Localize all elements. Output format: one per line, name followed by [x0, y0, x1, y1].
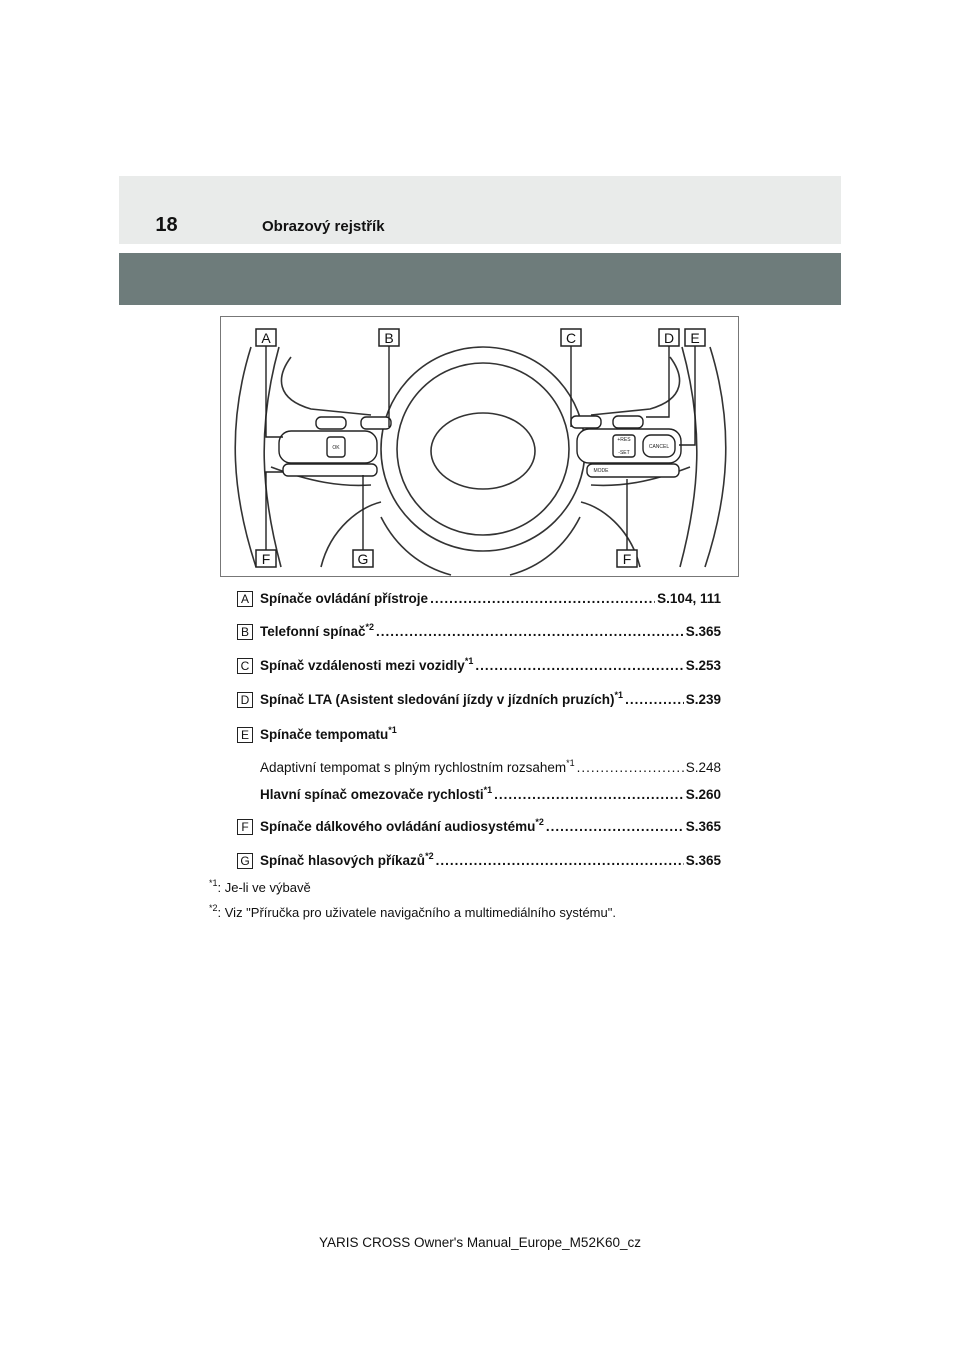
callout-d: D — [663, 330, 675, 346]
entry-label: Spínače dálkového ovládání audiosystému — [260, 819, 536, 834]
entry-label: Spínače tempomatu — [260, 727, 389, 742]
page-footer: YARIS CROSS Owner's Manual_Europe_M52K60_cz — [319, 1235, 641, 1250]
page-title: Obrazový rejstřík — [262, 218, 385, 235]
entry-letter: C — [237, 658, 253, 674]
entry-page-link[interactable]: S.104, 111 — [657, 591, 721, 606]
sub-entry-acc — [237, 760, 721, 780]
section-band — [119, 253, 841, 305]
entry-page-link[interactable]: S.365 — [685, 819, 721, 834]
entry-label: Spínač vzdálenosti mezi vozidly — [260, 658, 465, 673]
entry-page-link[interactable]: S.365 — [685, 853, 721, 868]
entry-sup: *2 — [535, 817, 544, 827]
entry-sup: *1 — [388, 725, 397, 735]
index-entry-d — [237, 692, 721, 712]
footnote-mark: *2 — [209, 903, 218, 913]
callout-f-right: F — [622, 551, 632, 567]
entry-page-link[interactable]: S.365 — [685, 624, 721, 639]
entry-sup: *2 — [425, 851, 434, 861]
entry-sup: *1 — [464, 656, 474, 666]
entry-label: Adaptivní tempomat s plným rychlostním rozsahem — [260, 760, 567, 775]
steering-wheel-figure — [220, 316, 739, 577]
callout-a: A — [261, 330, 271, 346]
footnote-mark: *1 — [209, 878, 218, 888]
entry-letter: A — [237, 591, 253, 607]
cancel-label: CANCEL — [648, 444, 670, 450]
ok-label: OK — [332, 445, 340, 451]
entry-label: Spínač LTA (Asistent sledování jízdy v jízdních pruzích) — [260, 692, 615, 707]
entry-page-link[interactable]: S.248 — [685, 760, 721, 775]
entry-sup: *2 — [365, 622, 375, 632]
entry-letter: E — [237, 727, 253, 743]
entry-page-link[interactable]: S.260 — [685, 787, 721, 802]
index-entry-c — [237, 658, 721, 678]
entry-label: Telefonní spínač — [260, 624, 366, 639]
footnote-text: : Je-li ve výbavě — [217, 880, 311, 895]
entry-page-link[interactable]: S.239 — [685, 692, 721, 707]
entry-letter: B — [237, 624, 253, 640]
entry-sup: *1 — [483, 785, 493, 795]
footnote-1 — [209, 880, 311, 895]
index-entry-f — [237, 819, 721, 839]
entry-sup: *1 — [614, 690, 624, 700]
callout-f-left: F — [261, 551, 271, 567]
footnote-2 — [209, 905, 616, 920]
callout-b: B — [384, 330, 394, 346]
entry-letter: F — [237, 819, 253, 835]
set-label: -SET — [618, 450, 630, 456]
mode-label: MODE — [593, 468, 609, 474]
index-entry-b — [237, 624, 721, 644]
entry-sup: *1 — [566, 758, 575, 768]
index-entry-e — [237, 727, 721, 747]
entry-letter: D — [237, 692, 253, 708]
callout-c: C — [565, 330, 577, 346]
callout-e: E — [690, 330, 700, 346]
entry-label: Spínače ovládání přístroje — [260, 591, 429, 606]
index-entry-a — [237, 591, 721, 611]
entry-page-link[interactable]: S.253 — [685, 658, 721, 673]
steering-wheel-illustration — [221, 317, 739, 577]
entry-label: Spínač hlasových příkazů — [260, 853, 426, 868]
entry-letter: G — [237, 853, 253, 869]
res-label: +RES — [617, 437, 631, 443]
header-bar — [119, 176, 841, 244]
page-number: 18 — [155, 214, 178, 236]
sub-entry-speed-limiter — [237, 787, 721, 807]
index-entry-g — [237, 853, 721, 873]
footnote-text: : Viz "Příručka pro uživatele navigačního a multimediálního systému". — [217, 905, 616, 920]
callout-g: G — [357, 551, 369, 567]
entry-label: Hlavní spínač omezovače rychlosti — [260, 787, 484, 802]
